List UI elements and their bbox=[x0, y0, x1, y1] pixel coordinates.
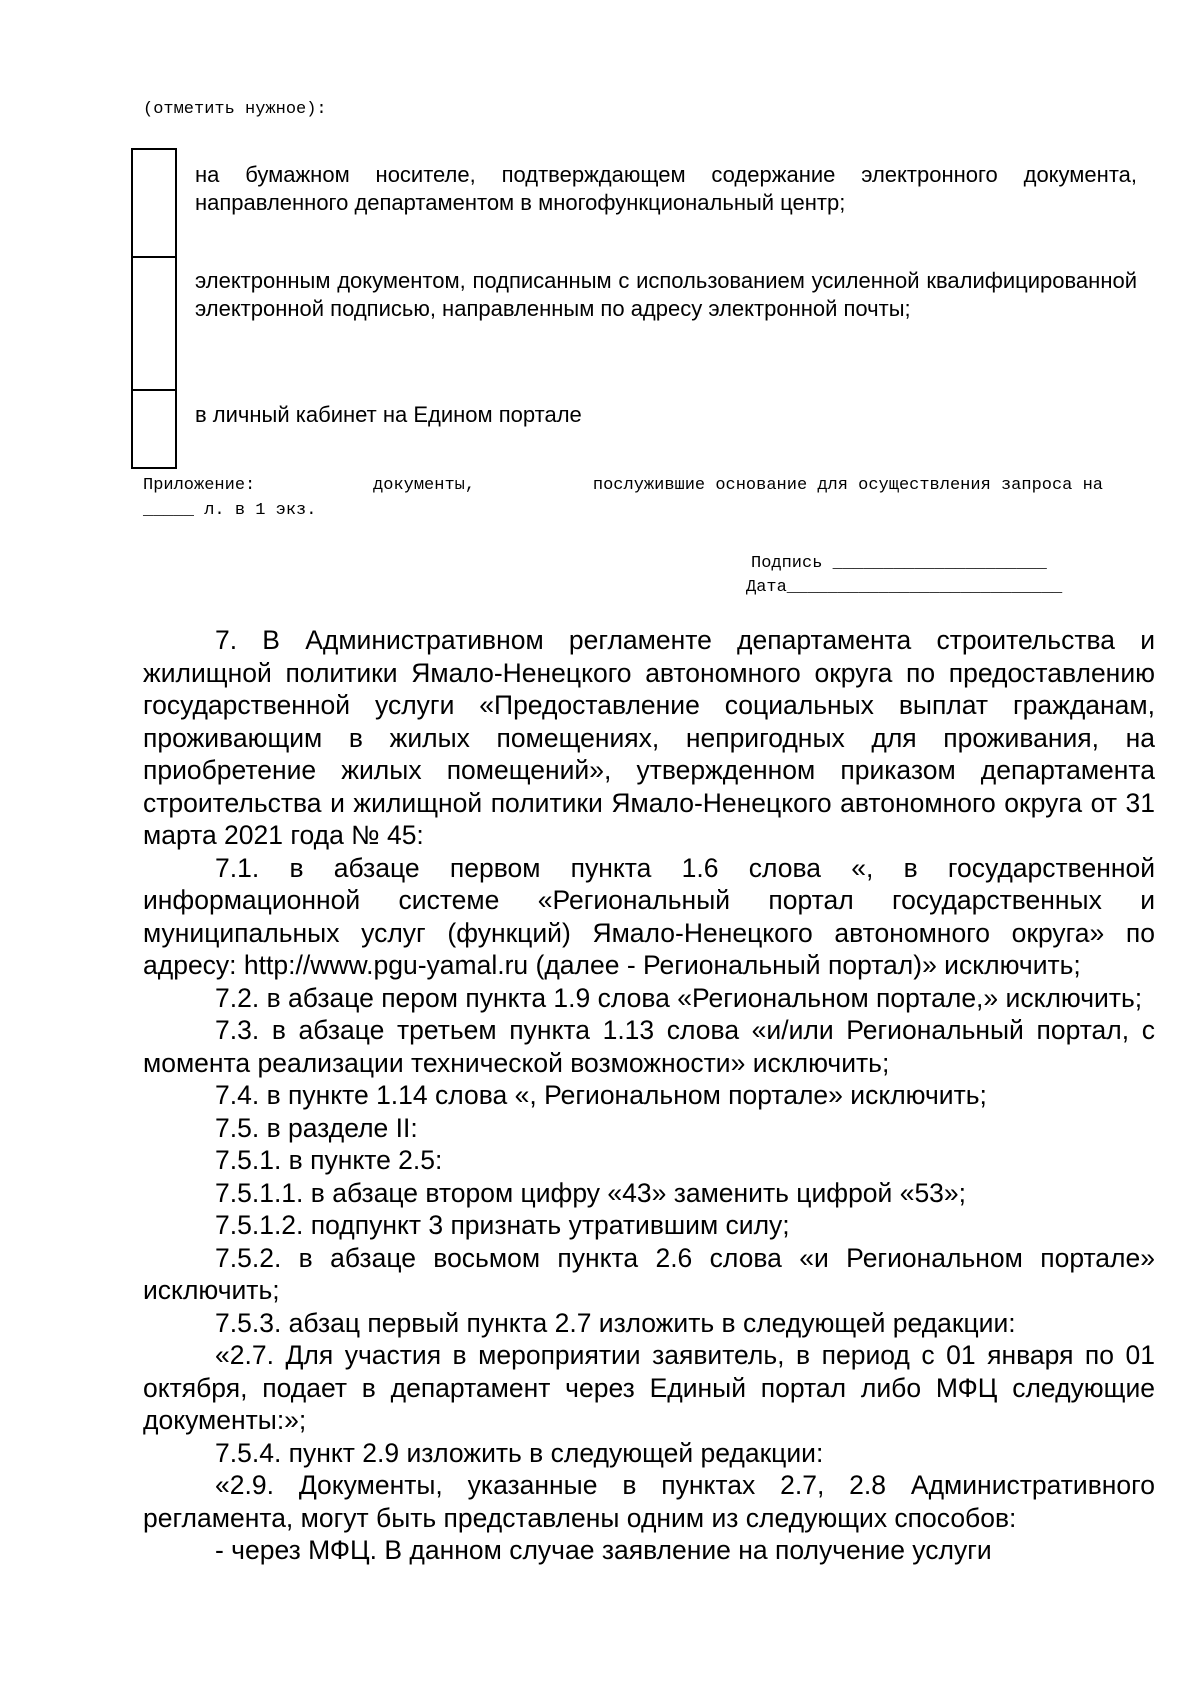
attachment-rest: послужившие основание для осуществления запроса на bbox=[592, 476, 1103, 495]
paragraph-7-5-1: 7.5.1. в пункте 2.5: bbox=[215, 1145, 443, 1175]
option-row-paper bbox=[132, 149, 1138, 257]
checkbox-paper[interactable] bbox=[132, 149, 176, 257]
signature-line: Подпись _____________________ bbox=[751, 554, 1047, 573]
attachment-line-2: _____ л. в 1 экз. bbox=[143, 501, 317, 520]
paragraph-via-mfc: - через МФЦ. В данном случае заявление на получение услуги bbox=[215, 1535, 992, 1565]
paragraph-7-5-4: 7.5.4. пункт 2.9 изложить в следующей редакции: bbox=[215, 1437, 824, 1468]
paragraph-7-5: 7.5. в разделе II: bbox=[215, 1112, 418, 1143]
paragraph-7-5-2: 7.5.2. в абзаце восьмом пункта 2.6 слова «и Региональном портале» исключить; bbox=[143, 1242, 1155, 1305]
paragraph-7-3: 7.3. в абзаце третьем пункта 1.13 слова «и/или Региональный портал, с момента реализации технической возможности» исключить; bbox=[143, 1015, 1155, 1078]
attachment-note bbox=[143, 473, 1103, 523]
attachment-word: документы, bbox=[373, 476, 476, 495]
signature-block bbox=[746, 552, 1062, 600]
paragraph-7-5-3: 7.5.3. абзац первый пункта 2.7 изложить в следующей редакции: bbox=[215, 1307, 1016, 1338]
paragraph-7-4: 7.4. в пункте 1.14 слова «, Региональном портале» исключить; bbox=[215, 1080, 987, 1110]
option-row-portal bbox=[132, 390, 1138, 468]
paragraph-2-9-quote: «2.9. Документы, указанные в пунктах 2.7, 2.8 Административного регламента, могут быть представлены одним из следующих способов: bbox=[143, 1470, 1155, 1533]
attachment-line-1 bbox=[143, 473, 1103, 498]
option-label-paper: на бумажном носителе, подтверждающем содержание электронного документа, направленного департаментом в многофункциональный центр; bbox=[195, 162, 1137, 215]
paragraph-2-7-quote: «2.7. Для участия в мероприятии заявитель, в период с 01 января по 01 октября, подает в департамент через Единый портал либо МФЦ следующие документы:»; bbox=[143, 1340, 1155, 1435]
amendments-body bbox=[143, 624, 1155, 1567]
paragraph-7: 7. В Административном регламенте департамента строительства и жилищной политики Ямало-Ненецкого автономного округа по предоставлению государственной услуги «Предоставление социальных выплат гражданам, проживающим в жилых помещениях, непригодных для проживания, на приобретение жилых помещений», утвержденном приказом департамента строительства и жилищной политики Ямало-Ненецкого автономного округа от 31 марта 2021 года № 45: bbox=[143, 625, 1155, 850]
option-row-electronic bbox=[132, 257, 1138, 390]
attachment-label: Приложение: bbox=[143, 476, 256, 495]
option-label-portal: в личный кабинет на Едином портале bbox=[195, 402, 582, 427]
checkbox-portal[interactable] bbox=[132, 390, 176, 468]
checkbox-electronic[interactable] bbox=[132, 257, 176, 390]
paragraph-7-1: 7.1. в абзаце первом пункта 1.6 слова «, в государственной информационной системе «Региональный портал государственных и муниципальных услуг (функций) Ямало-Ненецкого автономного округа» по адресу: http://www.pgu-yamal.ru (далее - Региональный портал)» исключить; bbox=[143, 852, 1155, 980]
mark-note: (отметить нужное): bbox=[143, 100, 327, 119]
option-label-electronic: электронным документом, подписанным с использованием усиленной квалифицированной электронной подписью, направленным по адресу электронной почты; bbox=[195, 268, 1137, 321]
delivery-options-table bbox=[131, 148, 1139, 469]
date-line: Дата___________________________ bbox=[746, 578, 1063, 597]
paragraph-7-5-1-2: 7.5.1.2. подпункт 3 признать утратившим силу; bbox=[215, 1210, 790, 1240]
paragraph-7-2: 7.2. в абзаце пером пункта 1.9 слова «Региональном портале,» исключить; bbox=[215, 982, 1143, 1013]
paragraph-7-5-1-1: 7.5.1.1. в абзаце втором цифру «43» заменить цифрой «53»; bbox=[215, 1177, 967, 1208]
